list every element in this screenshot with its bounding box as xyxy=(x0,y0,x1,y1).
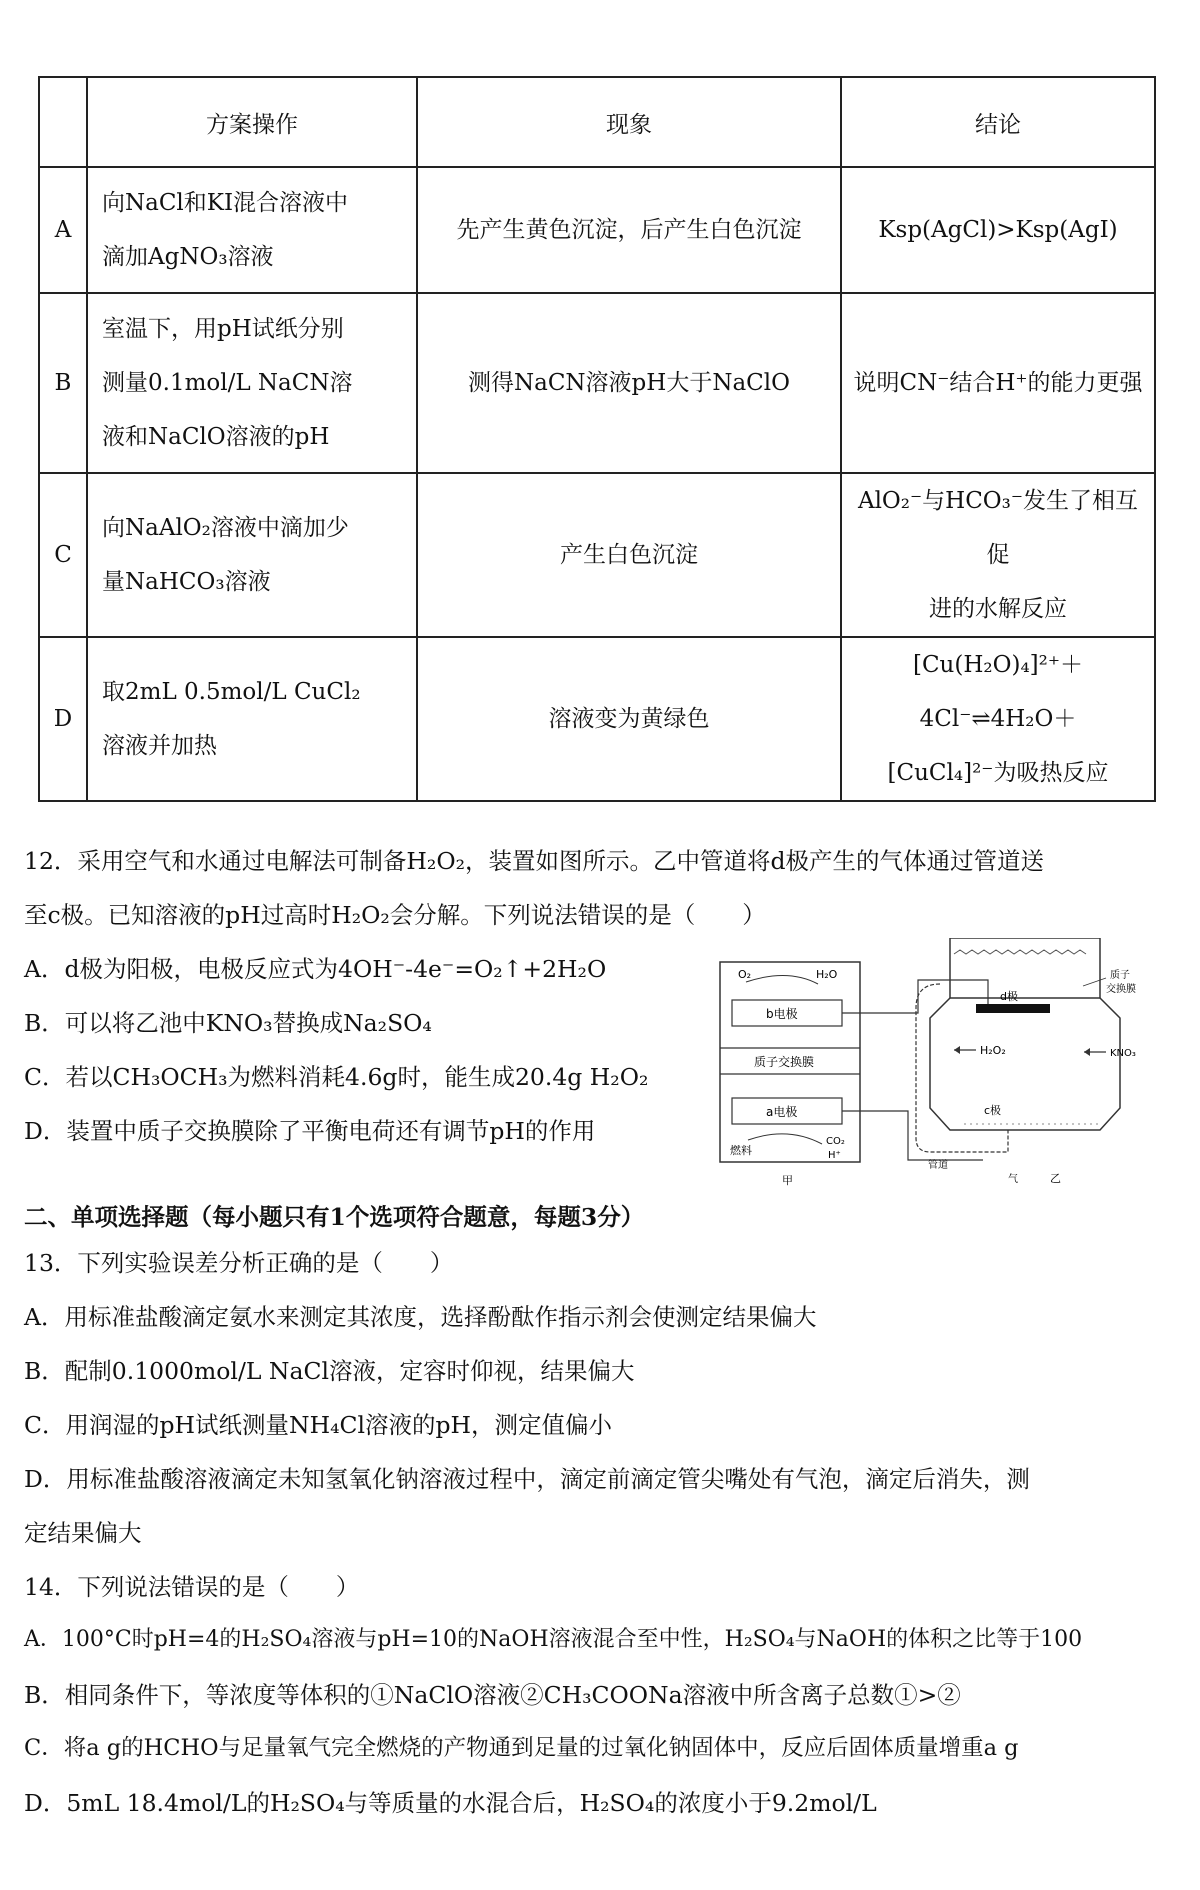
q13-option-b: B．配制0.1000mol/L NaCl溶液，定容时仰视，结果偏大 xyxy=(24,1357,635,1385)
q14-option-b: B．相同条件下，等浓度等体积的①NaClO溶液②CH₃COONa溶液中所含离子总数①>② xyxy=(24,1681,961,1709)
q12-stem-line2: 至c极。已知溶液的pH过高时H₂O₂会分解。下列说法错误的是（ ） xyxy=(24,901,766,929)
a-electrode-label: a电极 xyxy=(766,1105,798,1119)
q13-option-c: C．用润湿的pH试纸测量NH₄Cl溶液的pH，测定值偏小 xyxy=(24,1411,613,1439)
row-label: D xyxy=(39,637,87,801)
q13-option-d-line2: 定结果偏大 xyxy=(24,1519,142,1547)
q12-option-c: C．若以CH₃OCH₃为燃料消耗4.6g时，能生成20.4g H₂O₂ xyxy=(24,1063,649,1091)
conclusion-line: 进的水解反应 xyxy=(929,596,1067,622)
q14-option-a: A．100°C时pH=4的H₂SO₄溶液与pH=10的NaOH溶液混合至中性，H₂SO₄与NaOH的体积之比等于100 xyxy=(24,1627,1083,1652)
electrolysis-svg xyxy=(718,938,1158,1190)
h2o-label: H₂O xyxy=(816,968,838,981)
operation-cell xyxy=(87,473,417,637)
row-label: A xyxy=(39,167,87,293)
q13-option-d-line1: D．用标准盐酸溶液滴定未知氢氧化钠溶液过程中，滴定前滴定管尖嘴处有气泡，滴定后消失，测 xyxy=(24,1465,1030,1493)
jia-label: 甲 xyxy=(782,1174,793,1187)
wire-a-to-c xyxy=(842,1111,983,1160)
h2o2-label: H₂O₂ xyxy=(980,1044,1006,1057)
kno3-arrowhead xyxy=(1084,1048,1090,1056)
conclusion-cell xyxy=(841,473,1155,637)
table-header-cell xyxy=(39,77,87,167)
section-2-heading: 二、单项选择题（每小题只有1个选项符合题意，每题3分） xyxy=(24,1203,645,1231)
conclusion-cell xyxy=(841,293,1155,473)
phenomenon-cell: 溶液变为黄绿色 xyxy=(417,637,841,801)
q12-option-d: D．装置中质子交换膜除了平衡电荷还有调节pH的作用 xyxy=(24,1117,596,1145)
q12-stem-line1: 12．采用空气和水通过电解法可制备H₂O₂，装置如图所示。乙中管道将d极产生的气体通过管道送 xyxy=(24,847,1045,875)
operation-cell xyxy=(87,637,417,801)
fuel-label: 燃料 xyxy=(730,1144,752,1157)
q12-option-a: A．d极为阳极，电极反应式为4OH⁻-4e⁻=O₂↑+2H₂O xyxy=(24,955,607,983)
q14-option-d: D．5mL 18.4mol/L的H₂SO₄与等质量的水混合后，H₂SO₄的浓度小于9.2mol/L xyxy=(24,1789,877,1817)
gas-label: 气 xyxy=(1008,1174,1018,1185)
conclusion-cell xyxy=(841,637,1155,801)
operation-cell xyxy=(87,167,417,293)
d-electrode-bar xyxy=(976,1004,1050,1013)
table-header-cell: 方案操作 xyxy=(87,77,417,167)
o2-label: O₂ xyxy=(738,968,752,981)
pipe-label: 管道 xyxy=(928,1160,948,1171)
q14-option-c: C．将a g的HCHO与足量氧气完全燃烧的产物通到足量的过氧化钠固体中，反应后固体质量增重a g xyxy=(24,1735,1019,1761)
operation-line: 向NaAlO₂溶液中滴加少 xyxy=(102,515,349,541)
membrane-left-label: 质子交换膜 xyxy=(754,1055,815,1069)
row-label: C xyxy=(39,473,87,637)
operation-line: 取2mL 0.5mol/L CuCl₂ xyxy=(102,679,361,705)
operation-line: 溶液并加热 xyxy=(102,733,217,759)
operation-line: 量NaHCO₃溶液 xyxy=(102,569,271,595)
q13-option-a: A．用标准盐酸滴定氨水来测定其浓度，选择酚酞作指示剂会使测定结果偏大 xyxy=(24,1303,817,1331)
q14-stem: 14．下列说法错误的是（ ） xyxy=(24,1573,360,1601)
reaction-arrow-top xyxy=(746,975,818,984)
cell-yi-top xyxy=(950,938,1100,998)
electrolysis-diagram xyxy=(718,938,1158,1190)
membrane-right-label-2: 交换膜 xyxy=(1106,984,1136,995)
table-row xyxy=(39,637,1155,801)
experiment-table xyxy=(38,76,1156,802)
yi-label: 乙 xyxy=(1050,1172,1061,1185)
operation-line: 向NaCl和KI混合溶液中 xyxy=(102,190,349,216)
wire-b-to-d xyxy=(842,980,988,1013)
membrane-zigzag xyxy=(954,950,1086,954)
operation-line: 滴加AgNO₃溶液 xyxy=(102,244,274,270)
conclusion-line: [CuCl₄]²⁻为吸热反应 xyxy=(887,760,1109,786)
table-header-cell: 结论 xyxy=(841,77,1155,167)
h2o2-arrowhead xyxy=(954,1046,960,1054)
table-row xyxy=(39,293,1155,473)
phenomenon-cell: 产生白色沉淀 xyxy=(417,473,841,637)
c-electrode-label: c极 xyxy=(984,1104,1002,1117)
conclusion-cell xyxy=(841,167,1155,293)
reaction-arrow-bottom xyxy=(748,1134,822,1144)
d-electrode-label: d极 xyxy=(1000,990,1018,1003)
table-row xyxy=(39,167,1155,293)
operation-line: 液和NaClO溶液的pH xyxy=(102,424,330,450)
table-header-cell: 现象 xyxy=(417,77,841,167)
hplus-label: H⁺ xyxy=(828,1150,841,1161)
conclusion-line: Ksp(AgCl)>Ksp(AgI) xyxy=(878,217,1118,243)
operation-line: 测量0.1mol/L NaCN溶 xyxy=(102,370,353,396)
co2-label: CO₂ xyxy=(826,1136,845,1147)
conclusion-line: 说明CN⁻结合H⁺的能力更强 xyxy=(853,370,1143,396)
membrane-right-label-1: 质子 xyxy=(1110,970,1130,981)
q13-stem: 13．下列实验误差分析正确的是（ ） xyxy=(24,1249,454,1277)
b-electrode-label: b电极 xyxy=(766,1007,798,1021)
table-header-row xyxy=(39,77,1155,167)
table-row xyxy=(39,473,1155,637)
operation-cell xyxy=(87,293,417,473)
row-label: B xyxy=(39,293,87,473)
operation-line: 室温下，用pH试纸分别 xyxy=(102,316,344,342)
membrane-pointer xyxy=(1083,978,1106,986)
conclusion-line: [Cu(H₂O)₄]²⁺＋4Cl⁻⇌4H₂O＋ xyxy=(912,652,1084,732)
kno3-label: KNO₃ xyxy=(1110,1048,1136,1059)
phenomenon-cell: 先产生黄色沉淀，后产生白色沉淀 xyxy=(417,167,841,293)
q12-option-b: B．可以将乙池中KNO₃替换成Na₂SO₄ xyxy=(24,1009,432,1037)
phenomenon-cell: 测得NaCN溶液pH大于NaClO xyxy=(417,293,841,473)
cell-yi-body xyxy=(930,998,1120,1130)
conclusion-line: AlO₂⁻与HCO₃⁻发生了相互促 xyxy=(857,488,1139,568)
